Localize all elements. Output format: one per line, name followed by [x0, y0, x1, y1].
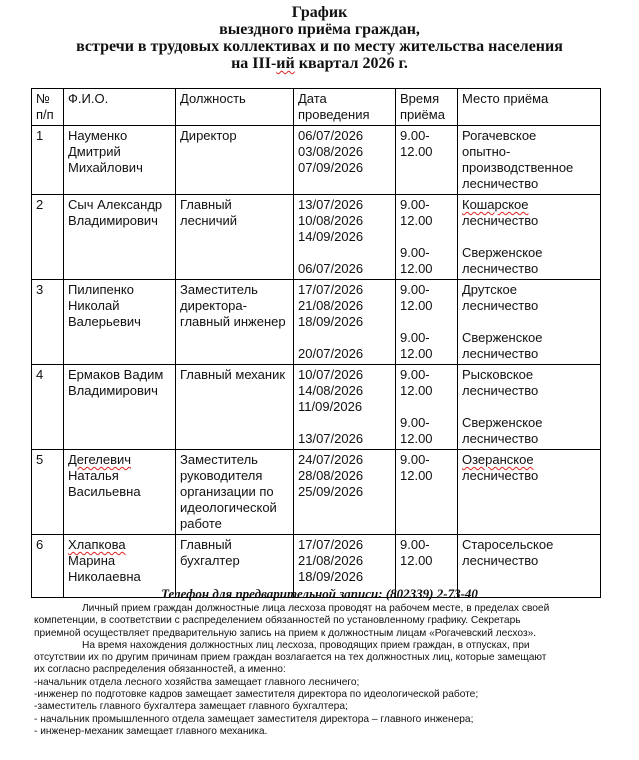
- title-line-4-part-3: квартал 2026 г.: [294, 55, 408, 72]
- table-row: [32, 195, 601, 280]
- cell-num: 3: [32, 280, 64, 365]
- cell-position: Директор: [176, 126, 294, 195]
- phone-note: Телефон для предварительной записи: (802339) 2-73-40: [161, 586, 478, 601]
- note-line: Личный прием граждан должностные лица лесхоза проводят на рабочем месте, в пределах своей: [82, 603, 550, 614]
- title-line-3: встречи в трудовых коллективах и по месту жительства населения: [76, 38, 563, 55]
- table-row: [32, 280, 601, 365]
- header-fio: Ф.И.О.: [64, 89, 176, 126]
- note-line: - инженер-механик замещает главного механика.: [34, 725, 268, 737]
- document-title: [0, 4, 639, 72]
- cell-position: Заместитель директора- главный инженер: [176, 280, 294, 365]
- cell-num: 2: [32, 195, 64, 280]
- cell-position: Главный лесничий: [176, 195, 294, 280]
- cell-place: Друтское лесничество Сверженское лесничество: [458, 280, 601, 365]
- note-line: их согласно распределения обязанностей, а именно:: [34, 664, 286, 676]
- title-line-1: График: [291, 4, 348, 21]
- cell-time: 9.00- 12.00 9.00- 12.00: [396, 195, 458, 280]
- table-row: [32, 450, 601, 535]
- cell-place: Рысковское лесничество Сверженское лесничество: [458, 365, 601, 450]
- cell-position: Главный механик: [176, 365, 294, 450]
- cell-time: 9.00- 12.00: [396, 535, 458, 598]
- cell-dates: 17/07/2026 21/08/2026 18/09/2026 20/07/2026: [294, 280, 396, 365]
- note-line: -начальник отдела лесного хозяйства замещает главного лесничего;: [34, 676, 360, 688]
- schedule-table: [31, 88, 601, 598]
- cell-time: 9.00- 12.00 9.00- 12.00: [396, 280, 458, 365]
- header-place: Место приёма: [458, 89, 601, 126]
- header-time: Время приёма: [396, 89, 458, 126]
- header-num: № п/п: [32, 89, 64, 126]
- notes-block: [34, 603, 594, 738]
- cell-time: 9.00- 12.00 9.00- 12.00: [396, 365, 458, 450]
- note-line: приемной осуществляет предварительную запись на прием к должностным лицам «Рогачевский лесхоз».: [34, 627, 537, 639]
- cell-dates: 10/07/2026 14/08/2026 11/09/2026 13/07/2026: [294, 365, 396, 450]
- note-line: отсутствии их по другим причинам прием граждан возлагается на тех должностных лиц, которые замещают: [34, 652, 547, 664]
- cell-fio: Хлапкова Марина Николаевна: [64, 535, 176, 598]
- title-line-4-part-2: ий: [276, 55, 295, 72]
- cell-fio: Пилипенко Николай Валерьевич: [64, 280, 176, 365]
- cell-num: 1: [32, 126, 64, 195]
- cell-fio: Науменко Дмитрий Михайлович: [64, 126, 176, 195]
- title-line-2: выездного приёма граждан,: [219, 21, 420, 38]
- note-line: -заместитель главного бухгалтера замещает главного бухгалтера;: [34, 701, 348, 713]
- cell-time: 9.00- 12.00: [396, 450, 458, 535]
- cell-num: 6: [32, 535, 64, 598]
- cell-fio: Дегелевич Наталья Васильевна: [64, 450, 176, 535]
- table-row: [32, 365, 601, 450]
- cell-position: Главный бухгалтер: [176, 535, 294, 598]
- cell-position: Заместитель руководителя организации по идеологической работе: [176, 450, 294, 535]
- cell-place: Старосельское лесничество: [458, 535, 601, 598]
- note-line: На время нахождения должностных лиц лесхоза, проводящих прием граждан, в отпусках, при: [82, 639, 530, 651]
- note-line: -инженер по подготовке кадров замещает заместителя директора по идеологической работе;: [34, 689, 479, 701]
- title-line-4: [0, 55, 639, 72]
- cell-fio: Ермаков Вадим Владимирович: [64, 365, 176, 450]
- table-row: [32, 126, 601, 195]
- cell-dates: 17/07/2026 21/08/2026 18/09/2026: [294, 535, 396, 598]
- cell-place: Озеранское лесничество: [458, 450, 601, 535]
- table-header-row: [32, 89, 601, 126]
- header-date: Дата проведения: [294, 89, 396, 126]
- note-line: - начальник промышленного отдела замещает заместителя директора – главного инженера;: [34, 713, 474, 725]
- cell-place: Рогачевское опытно- производственное лесничество: [458, 126, 601, 195]
- title-line-4-part-1: на III-: [231, 55, 277, 72]
- cell-dates: 13/07/2026 10/08/2026 14/09/2026 06/07/2026: [294, 195, 396, 280]
- cell-time: 9.00- 12.00: [396, 126, 458, 195]
- cell-num: 4: [32, 365, 64, 450]
- note-line: компетенции, в соответствии с распределением обязанностей по установленному графику. Секретарь: [34, 615, 521, 627]
- header-position: Должность: [176, 89, 294, 126]
- cell-dates: 24/07/2026 28/08/2026 25/09/2026: [294, 450, 396, 535]
- cell-place: Кошарское лесничество Сверженское лесничество: [458, 195, 601, 280]
- cell-dates: 06/07/2026 03/08/2026 07/09/2026: [294, 126, 396, 195]
- cell-fio: Сыч Александр Владимирович: [64, 195, 176, 280]
- cell-num: 5: [32, 450, 64, 535]
